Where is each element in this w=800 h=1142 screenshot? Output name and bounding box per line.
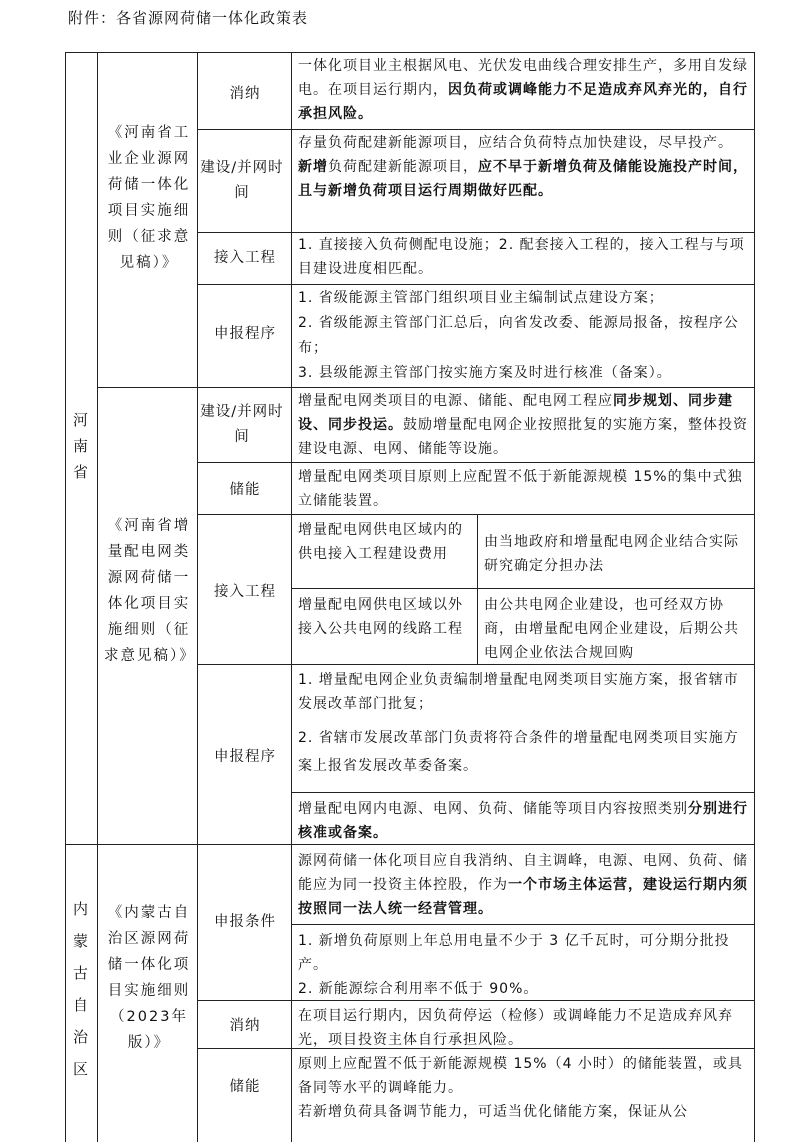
list-item: 1. 新增负荷原则上年总用电量不少于 3 亿千瓦时，可分期分批投产。	[298, 933, 730, 973]
content-d1-xiaona	[298, 54, 750, 126]
page-title: 附件：各省源网荷储一体化政策表	[68, 9, 309, 27]
label-xiaona: 消纳	[229, 1018, 261, 1034]
table-border-left	[65, 52, 66, 1142]
content-d2-chuneng: 增量配电网类项目原则上应配置不低于新能源规模 15%的集中式独立储能装置。	[298, 469, 743, 509]
emphasis-text: 因负荷或调峰能力不足造成弃风弃光的，自行承担风险。	[298, 82, 748, 122]
row-line	[197, 284, 755, 285]
label-chuneng: 储能	[229, 482, 261, 498]
emphasis-text: 一个市场主体运营，建设运行期内须按照同一法人统一经营管理。	[298, 877, 748, 917]
label-shenbao: 申报程序	[214, 326, 276, 342]
row-line	[97, 387, 755, 388]
text: 增量配电网内电源、电网、负荷、储能等项目内容按照类别	[298, 801, 688, 817]
text: 鼓励增量配电网企业按照批复的实施方案，整体投资建设电源、电网、储能等设施。	[298, 417, 748, 457]
subcell-r2: 由公共电网企业建设，也可经双方协商，由增量配电网企业建设，后期公共电网企业依法合规回购	[484, 597, 739, 661]
content-d1-jieru: 1. 直接接入负荷侧配电设施；2. 配套接入工程的，接入工程与与项目建设进度相匹配。	[298, 237, 745, 277]
subcell-l1: 增量配电网供电区域内的供电接入工程建设费用	[298, 522, 463, 562]
label-shenbao-tiaojian: 申报条件	[214, 914, 276, 930]
col-line-1	[97, 52, 98, 1142]
text: 负荷配建新能源项目，	[328, 159, 478, 175]
content-d1-jianshe	[298, 131, 750, 203]
row-line	[291, 588, 755, 589]
content-d3-shenbao	[298, 849, 750, 921]
doc-title-3: 《内蒙古自治区源网荷储一体化项目实施细则（2023年版）》	[107, 905, 191, 1051]
list-item: 2. 新能源综合利用率不低于 90%。	[298, 981, 539, 997]
content-d2-shenbao	[298, 668, 750, 780]
label-jianshe: 建设/并网时间	[200, 404, 284, 445]
label-jieru: 接入工程	[214, 584, 276, 600]
table-border-top	[65, 52, 755, 53]
content-d1-shenbao	[298, 286, 750, 386]
text: 一体化项目业主根据风电、光伏发电曲线合理安排生产，多用自发绿电。在项目运行期内，	[298, 58, 748, 98]
doc-title-2: 《河南省增量配电网类源网荷储一体化项目实施细则（征求意见稿）》	[104, 518, 196, 664]
emphasis-text: 分别进行核准或备案。	[298, 801, 748, 841]
list-item: 3. 县级能源主管部门按实施方案及时进行核准（备案）。	[298, 365, 672, 381]
label-shenbao: 申报程序	[214, 749, 276, 765]
subcell-l2: 增量配电网供电区域以外接入公共电网的线路工程	[298, 597, 463, 637]
row-line	[291, 924, 755, 925]
row-line	[291, 792, 755, 793]
label-jianshe: 建设/并网时间	[200, 160, 284, 201]
label-jieru: 接入工程	[214, 250, 276, 266]
content-d2-shenbao-note	[298, 797, 750, 845]
content-d2-jianshe	[298, 389, 750, 461]
emphasis-text: 应不早于新增负荷及储能设施投产时间，且与新增负荷项目运行周期做好匹配。	[298, 159, 748, 199]
table-border-right	[754, 52, 755, 1142]
content-d3-tiaojian	[298, 929, 750, 1001]
list-item: 2. 省辖市发展改革部门负责将符合条件的增量配电网类项目实施方案上报省发展改革委备案。	[298, 730, 739, 774]
province-henan: 河南省	[73, 411, 90, 481]
row-line	[197, 462, 755, 463]
col-line-sub	[477, 514, 478, 664]
text: 原则上应配置不低于新能源规模 15%（4 小时）的储能装置，或具备同等水平的调峰能力。	[298, 1056, 743, 1096]
emphasis-text: 新增	[298, 159, 328, 175]
content-d3-chuneng	[298, 1052, 750, 1124]
subcell-r1: 由当地政府和增量配电网企业结合实际研究确定分担办法	[484, 534, 739, 574]
list-item: 1. 增量配电网企业负责编制增量配电网类项目实施方案，报省辖市发展改革部门批复；	[298, 672, 739, 712]
row-line	[197, 514, 755, 515]
text: 存量负荷配建新能源项目，应结合负荷特点加快建设，尽早投产。	[298, 135, 733, 151]
text: 若新增负荷具备调节能力，可适当优化储能方案，保证从公	[298, 1104, 688, 1120]
emphasis-text: 同步规划、同步建设、同步投运。	[298, 393, 733, 433]
content-d3-xiaona: 在项目运行期内，因负荷停运（检修）或调峰能力不足造成弃风弃光，项目投资主体自行承担风险。	[298, 1008, 733, 1048]
text: 增量配电网类项目的电源、储能、配电网工程应	[298, 393, 613, 409]
province-neimenggu: 内蒙古自治区	[73, 900, 90, 1078]
list-item: 1. 省级能源主管部门组织项目业主编制试点建设方案；	[298, 290, 664, 306]
label-chuneng: 储能	[229, 1079, 261, 1095]
label-xiaona: 消纳	[229, 86, 261, 102]
text: 源网荷储一体化项目应自我消纳、自主调峰，电源、电网、负荷、储能应为同一投资主体控股，作为	[298, 853, 748, 893]
list-item: 2. 省级能源主管部门汇总后，向省发改委、能源局报备，按程序公布；	[298, 315, 739, 356]
doc-title-1: 《河南省工业企业源网荷储一体化项目实施细则（征求意见稿）》	[107, 125, 191, 271]
row-line	[197, 129, 755, 130]
